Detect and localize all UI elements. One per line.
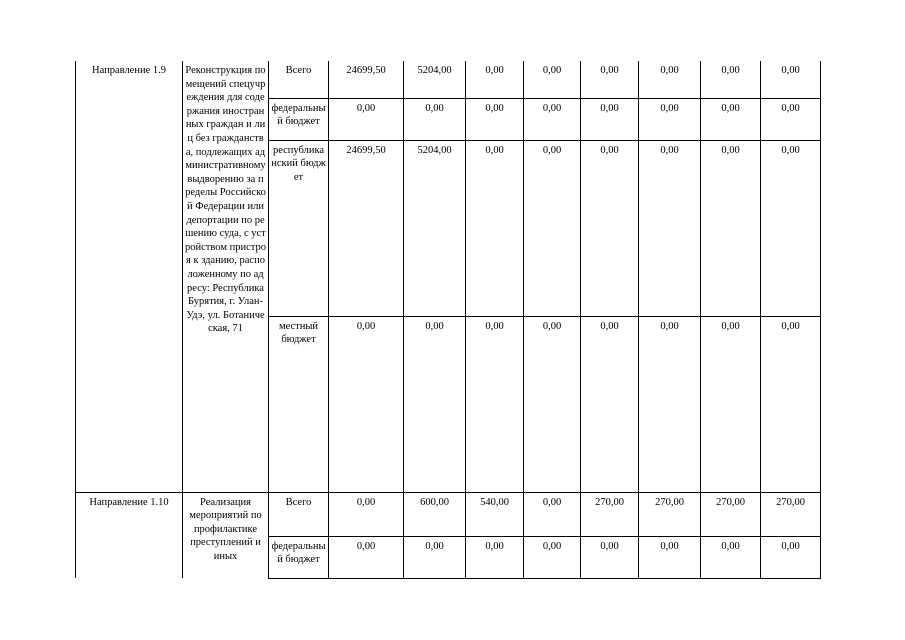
value-cell: 0,00 — [524, 316, 581, 492]
table-row — [76, 61, 821, 98]
value-cell: 270,00 — [639, 492, 701, 536]
value-cell: 0,00 — [329, 316, 404, 492]
source-cell: Всего — [269, 61, 329, 98]
source-cell: республиканский бюджет — [269, 140, 329, 316]
value-cell: 0,00 — [329, 536, 404, 578]
value-cell: 270,00 — [581, 492, 639, 536]
value-cell: 0,00 — [466, 536, 524, 578]
value-cell: 0,00 — [701, 316, 761, 492]
value-cell: 0,00 — [761, 140, 821, 316]
value-cell: 0,00 — [639, 536, 701, 578]
description-cell: Реализация мероприятий по профилактике преступлений и иных — [183, 492, 269, 578]
value-cell: 600,00 — [404, 492, 466, 536]
source-cell: федеральный бюджет — [269, 98, 329, 140]
value-cell: 0,00 — [404, 536, 466, 578]
value-cell: 0,00 — [466, 61, 524, 98]
budget-table — [75, 61, 821, 579]
value-cell: 0,00 — [466, 140, 524, 316]
value-cell: 0,00 — [761, 98, 821, 140]
value-cell: 5204,00 — [404, 140, 466, 316]
value-cell: 0,00 — [639, 61, 701, 98]
value-cell: 0,00 — [761, 536, 821, 578]
value-cell: 5204,00 — [404, 61, 466, 98]
value-cell: 0,00 — [581, 61, 639, 98]
value-cell: 0,00 — [701, 140, 761, 316]
value-cell: 270,00 — [761, 492, 821, 536]
value-cell: 0,00 — [639, 316, 701, 492]
value-cell: 0,00 — [466, 316, 524, 492]
value-cell: 0,00 — [581, 316, 639, 492]
source-cell: местный бюджет — [269, 316, 329, 492]
value-cell: 270,00 — [701, 492, 761, 536]
value-cell: 0,00 — [639, 98, 701, 140]
value-cell: 0,00 — [581, 140, 639, 316]
value-cell: 0,00 — [524, 61, 581, 98]
value-cell: 0,00 — [639, 140, 701, 316]
value-cell: 0,00 — [329, 98, 404, 140]
value-cell: 0,00 — [524, 140, 581, 316]
value-cell: 0,00 — [701, 98, 761, 140]
value-cell: 0,00 — [524, 536, 581, 578]
value-cell: 0,00 — [761, 316, 821, 492]
description-cell: Реконструкция помещений спецучреждения для содержания иностранных граждан и лиц без гражданства, подлежащих административному выдворению за пределы Российской Федерации или депортации по решению суда, с устройством пристроя к зданию, расположенному по адресу: Республика Бурятия, г. Улан-Удэ, ул. Ботаническая, 71 — [183, 61, 269, 492]
value-cell: 0,00 — [761, 61, 821, 98]
value-cell: 0,00 — [701, 536, 761, 578]
value-cell: 0,00 — [329, 492, 404, 536]
direction-cell: Направление 1.10 — [76, 492, 183, 578]
value-cell: 0,00 — [581, 536, 639, 578]
direction-cell: Направление 1.9 — [76, 61, 183, 492]
source-cell: Всего — [269, 492, 329, 536]
value-cell: 0,00 — [466, 98, 524, 140]
value-cell: 540,00 — [466, 492, 524, 536]
value-cell: 0,00 — [404, 98, 466, 140]
value-cell: 0,00 — [524, 98, 581, 140]
value-cell: 0,00 — [581, 98, 639, 140]
value-cell: 0,00 — [524, 492, 581, 536]
value-cell: 24699,50 — [329, 140, 404, 316]
value-cell: 0,00 — [404, 316, 466, 492]
table-row — [76, 492, 821, 536]
value-cell: 24699,50 — [329, 61, 404, 98]
source-cell: федеральный бюджет — [269, 536, 329, 578]
value-cell: 0,00 — [701, 61, 761, 98]
